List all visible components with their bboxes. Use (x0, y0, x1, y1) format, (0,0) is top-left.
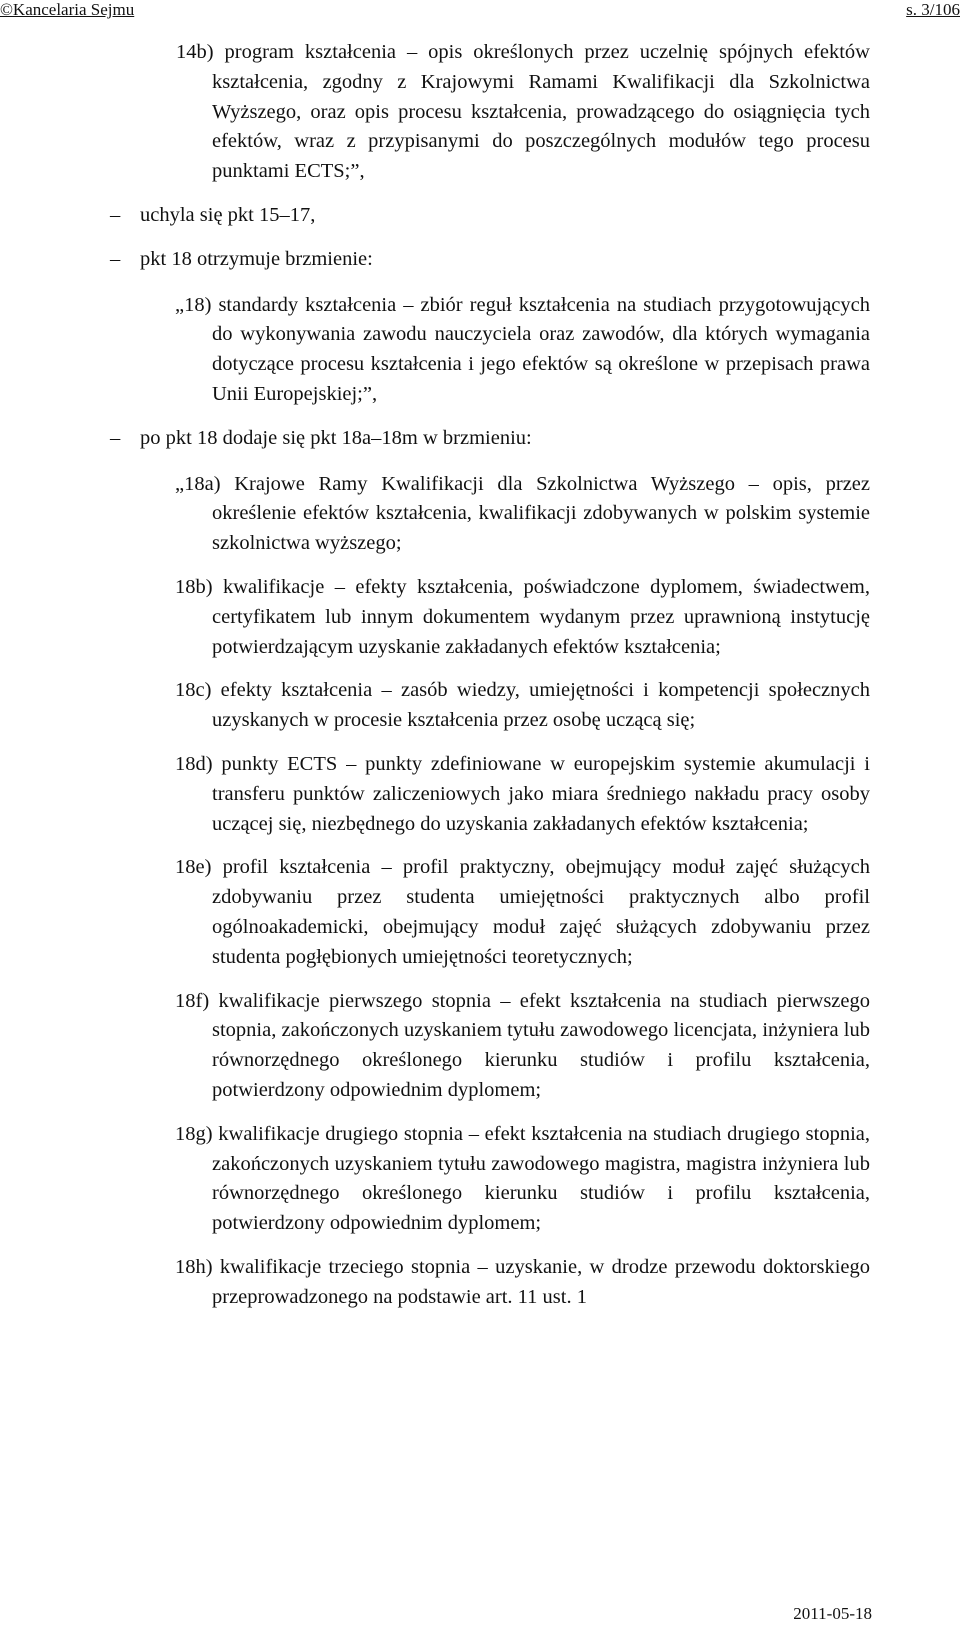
item-18a: „18a) Krajowe Ramy Kwalifikacji dla Szkolnictwa Wyższego – opis, przez określenie efektów kształcenia, kwalifikacji zdobywanych w polskim systemie szkolnictwa wyższego; (175, 472, 870, 555)
dash-text: uchyla się pkt 15–17, (140, 203, 316, 226)
document-body (0, 38, 960, 1312)
dash-marker: – (110, 203, 121, 226)
header-page-number: s. 3/106 (906, 0, 960, 19)
header-publisher: ©Kancelaria Sejmu (0, 0, 135, 19)
item-18e: 18e) profil kształcenia – profil praktyczny, obejmujący moduł zajęć służących zdobywaniu przez studenta umiejętności praktycznych albo profil ogólnoakademicki, obejmujący moduł zajęć służących zdobywaniu przez studenta pogłębionych umiejętności teoretycznych; (175, 856, 870, 968)
dash-line-add (110, 424, 960, 454)
dash-marker: – (110, 426, 121, 449)
item-18h: 18h) kwalifikacje trzeciego stopnia – uzyskanie, w drodze przewodu doktorskiego przeprowadzonego na podstawie art. 11 ust. 1 (175, 1255, 870, 1308)
dash-line-repeal (110, 201, 960, 231)
item-18c: 18c) efekty kształcenia – zasób wiedzy, umiejętności i kompetencji społecznych uzyskanych w procesie kształcenia przez osobę uczącą się; (175, 679, 870, 732)
dash-marker: – (110, 247, 121, 270)
dash-line-pkt18 (110, 245, 960, 275)
item-18d: 18d) punkty ECTS – punkty zdefiniowane w europejskim systemie akumulacji i transferu punktów zaliczeniowych jako miara średniego nakładu pracy osoby uczącej się, niezbędnego do uzyskania zakładanych efektów kształcenia; (175, 752, 870, 835)
item-18b: 18b) kwalifikacje – efekty kształcenia, poświadczone dyplomem, świadectwem, certyfikatem lub innym dokumentem wydanym przez uprawnioną instytucję potwierdzającym uzyskanie zakładanych efektów kształcenia; (175, 575, 870, 658)
item-18g: 18g) kwalifikacje drugiego stopnia – efekt kształcenia na studiach drugiego stopnia, zakończonych uzyskaniem tytułu zawodowego magistra, magistra inżyniera lub równorzędnego określonego kierunku studiów i profilu kształcenia, potwierdzony odpowiednim dyplomem; (175, 1122, 870, 1235)
item-14b: 14b) program kształcenia – opis określonych przez uczelnię spójnych efektów kształcenia, zgodny z Krajowymi Ramami Kwalifikacji dla Szkolnictwa Wyższego, oraz opis procesu kształcenia, prowadzącego do osiągnięcia tych efektów, wraz z przypisanymi do poszczególnych modułów tego procesu punktami ECTS;”, (176, 41, 870, 183)
footer-date: 2011-05-18 (793, 1604, 872, 1623)
dash-text: pkt 18 otrzymuje brzmienie: (140, 247, 373, 270)
dash-text: po pkt 18 dodaje się pkt 18a–18m w brzmieniu: (140, 426, 532, 449)
item-18f: 18f) kwalifikacje pierwszego stopnia – efekt kształcenia na studiach pierwszego stopnia, zakończonych uzyskaniem tytułu zawodowego licencjata, inżyniera lub równorzędnego określonego kierunku studiów i profilu kształcenia, potwierdzony odpowiednim dyplomem; (175, 989, 870, 1101)
item-18: „18) standardy kształcenia – zbiór reguł kształcenia na studiach przygotowujących do wykonywania zawodu nauczyciela oraz zawodów, dla których wymagania dotyczące procesu kształcenia i jego efektów są określone w przepisach prawa Unii Europejskiej;”, (175, 293, 870, 405)
